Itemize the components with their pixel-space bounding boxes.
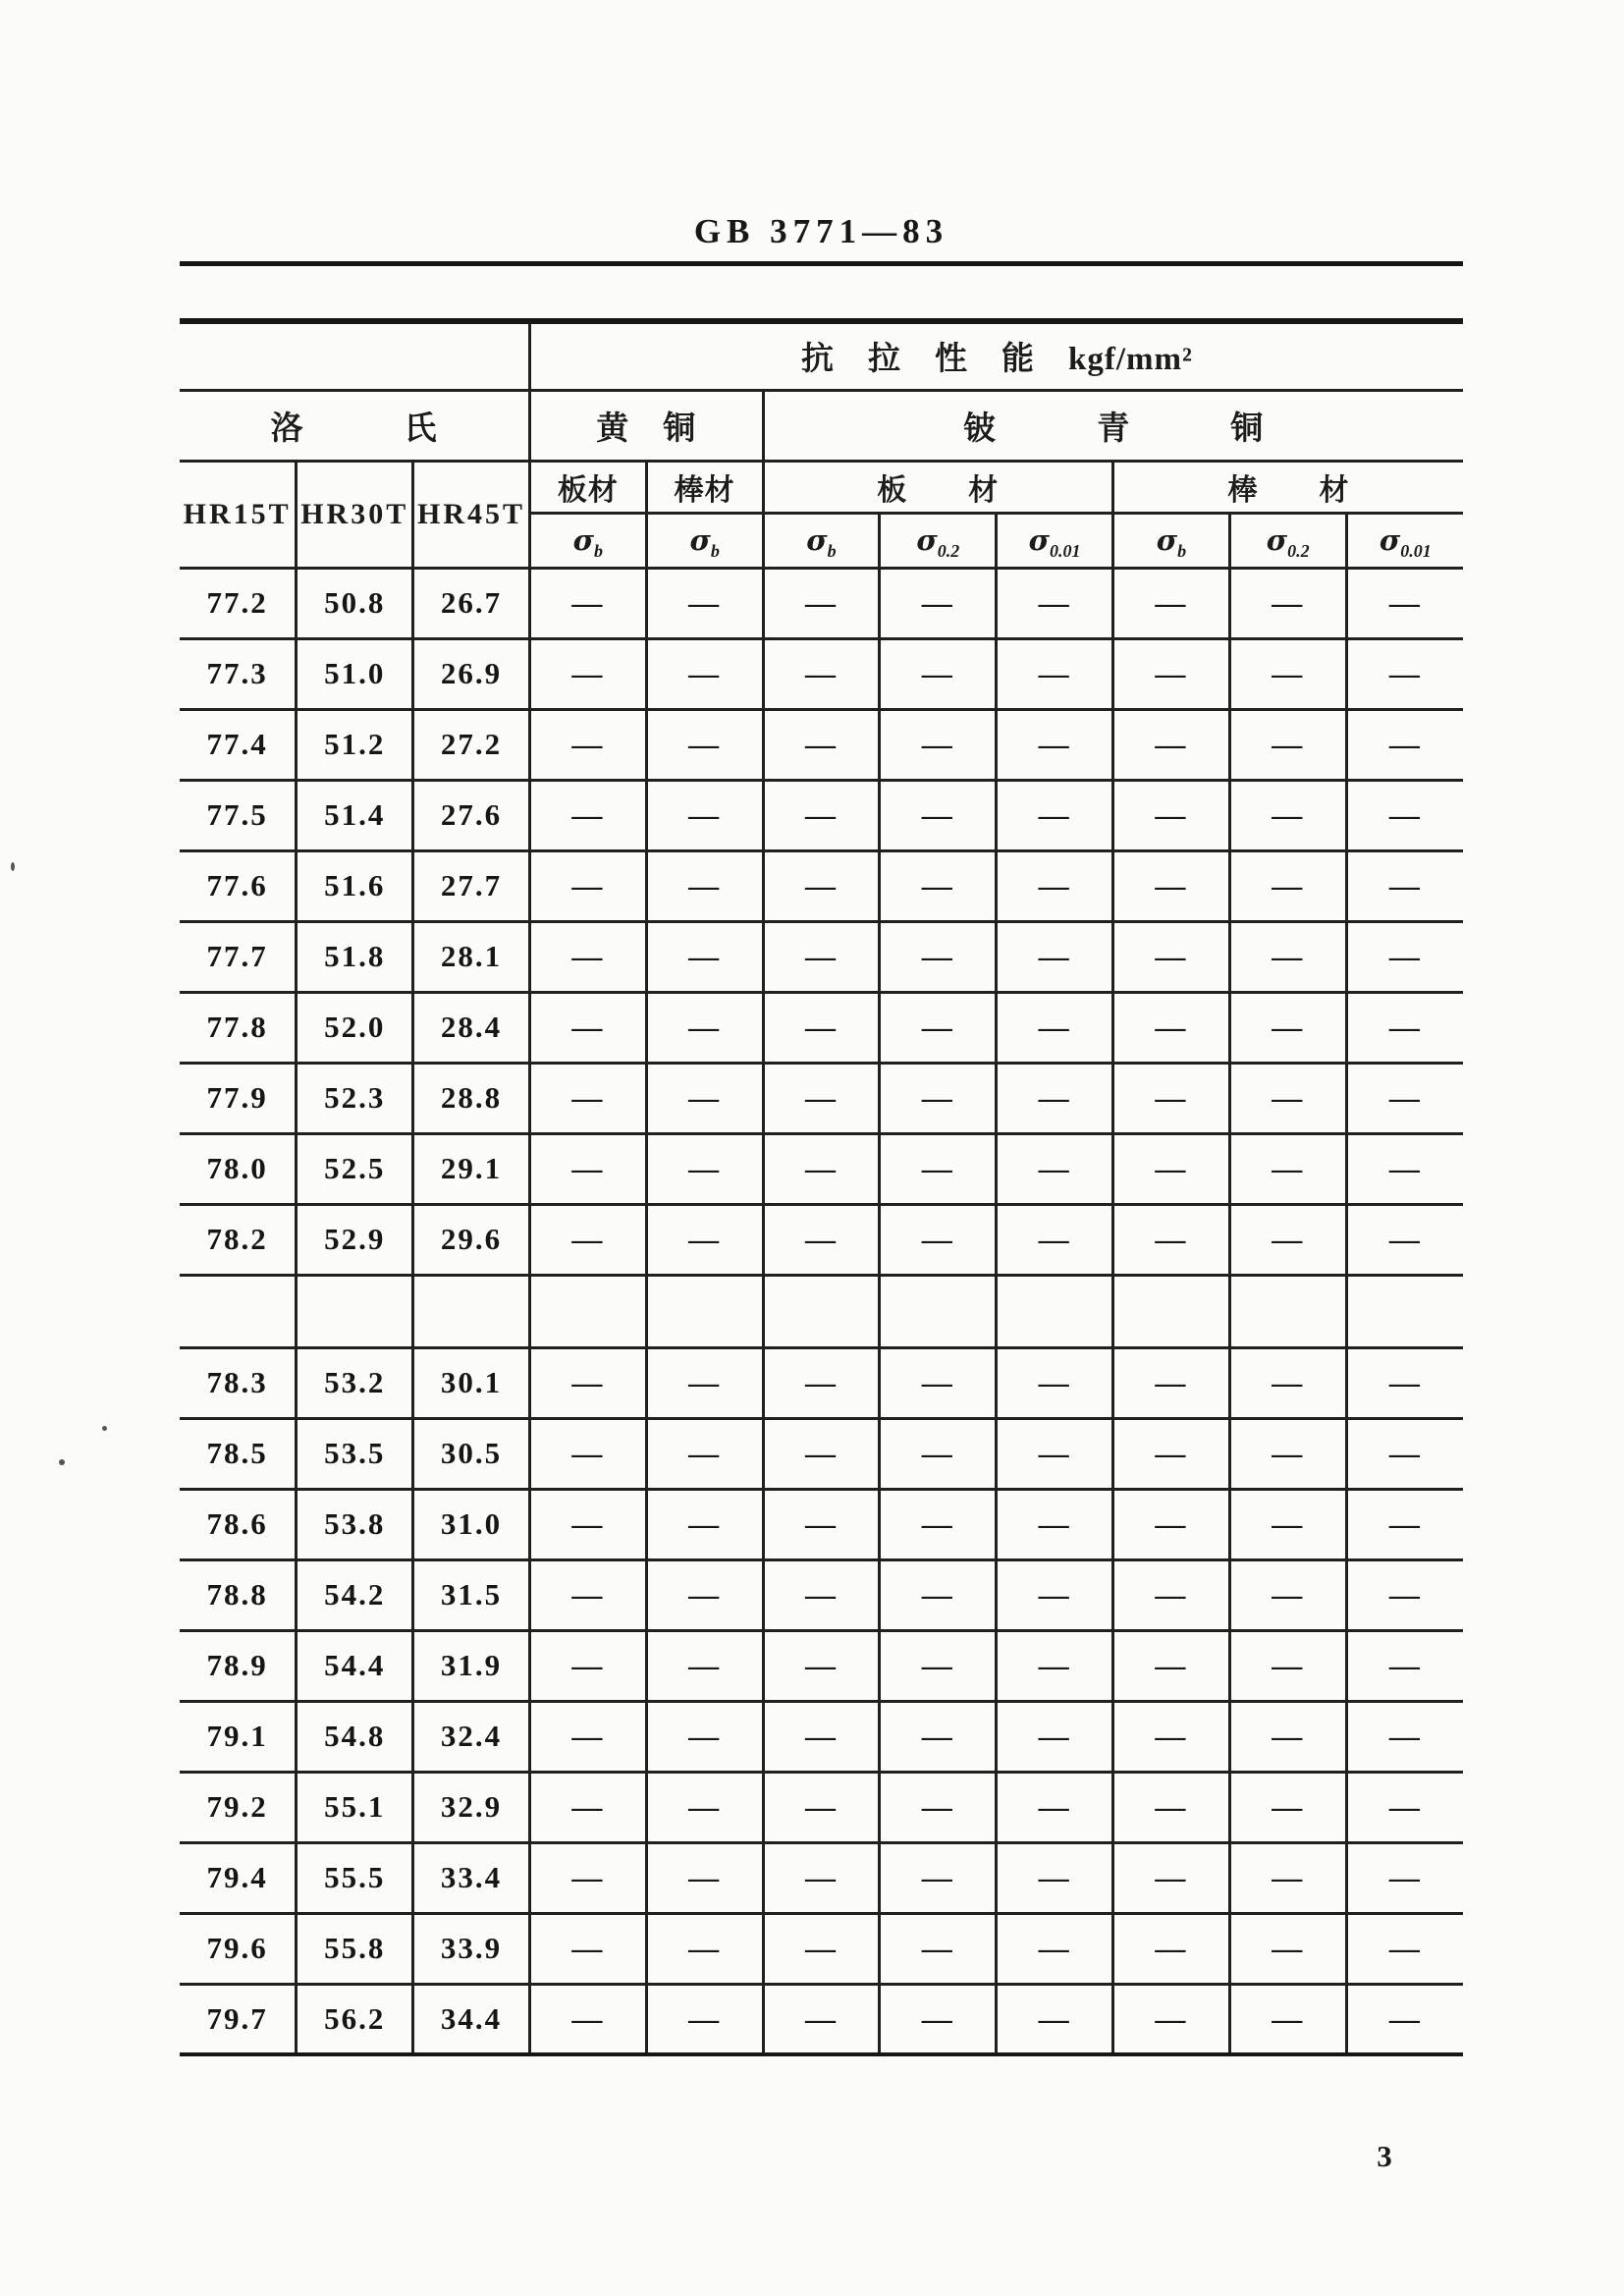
table-cell: 27.7 [413,850,530,921]
table-cell [880,1275,997,1347]
table-cell: — [997,1204,1113,1275]
table-cell: — [1113,1489,1230,1559]
table-cell: — [997,992,1113,1063]
table-cell: — [529,638,646,709]
table-cell: — [1113,1913,1230,1984]
table-cell: — [1346,1630,1463,1701]
table-cell [413,1275,530,1347]
table-cell: — [1346,1133,1463,1204]
table-cell: — [646,1063,763,1133]
table-cell: 34.4 [413,1984,530,2054]
table-cell: — [1113,1842,1230,1913]
header-row-forms [180,461,1463,513]
table-cell: — [529,1418,646,1489]
table-cell: — [997,780,1113,850]
page-title: GB 3771—83 [693,212,949,250]
table-cell: — [1229,992,1346,1063]
table-cell: — [1346,1204,1463,1275]
table-cell: 79.6 [180,1913,297,1984]
table-cell: — [880,1347,997,1418]
table-row [180,1701,1463,1772]
table-row [180,850,1463,921]
table-row [180,638,1463,709]
sigma-symbol: σ [1266,522,1288,557]
table-cell: 77.7 [180,921,297,992]
table-cell: — [1113,850,1230,921]
table-cell: — [880,1913,997,1984]
table-cell: — [646,850,763,921]
corner-cell [180,321,529,390]
table-cell [763,1275,880,1347]
sigma-subscript: b [827,540,837,561]
table-cell: — [1346,638,1463,709]
table-cell: — [529,992,646,1063]
table-cell: 79.7 [180,1984,297,2054]
table-cell: — [1229,1772,1346,1842]
table-cell: 32.9 [413,1772,530,1842]
table-cell: — [763,1204,880,1275]
table-cell: — [1229,1204,1346,1275]
sigma-symbol: σ [1028,522,1051,557]
table-row [180,1630,1463,1701]
table-cell: — [763,568,880,638]
table-cell: 52.5 [297,1133,413,1204]
table-cell: — [997,568,1113,638]
table-cell: — [997,1842,1113,1913]
sigma-symbol: σ [1379,522,1401,557]
table-cell: — [997,709,1113,780]
beryllium-bronze-header: 铍 青 铜 [763,390,1463,461]
table-cell: — [1346,1418,1463,1489]
table-cell [997,1275,1113,1347]
table-cell: — [1346,850,1463,921]
table-cell: 29.1 [413,1133,530,1204]
table-cell: 79.4 [180,1842,297,1913]
table-cell: — [763,921,880,992]
table-cell: — [646,921,763,992]
table-row [180,1063,1463,1133]
table-cell: 55.1 [297,1772,413,1842]
table-cell [180,1275,297,1347]
table-cell: 28.4 [413,992,530,1063]
scan-speck [59,1459,65,1465]
table-cell: — [997,850,1113,921]
table-cell: 51.4 [297,780,413,850]
table-cell: 78.0 [180,1133,297,1204]
table-cell: — [997,1063,1113,1133]
table-cell: 31.9 [413,1630,530,1701]
sigma-symbol: σ [806,522,828,557]
table-cell: — [1346,1489,1463,1559]
table-cell: 78.2 [180,1204,297,1275]
table-cell: — [997,1913,1113,1984]
brass-header: 黄 铜 [529,390,763,461]
table-row [180,921,1463,992]
table-body [180,568,1463,2054]
table-cell: — [997,1418,1113,1489]
table-cell: — [1346,1063,1463,1133]
table-cell: — [646,1489,763,1559]
table-cell: — [1346,992,1463,1063]
table-cell: — [646,638,763,709]
table-cell: — [1346,780,1463,850]
table-cell: — [529,1133,646,1204]
table-cell: — [529,1204,646,1275]
sigma-bronze-rod-02 [1229,513,1346,568]
table-cell: — [763,780,880,850]
table-cell: — [1346,1984,1463,2054]
table-cell: — [997,921,1113,992]
table-cell: 53.2 [297,1347,413,1418]
table-cell: 30.1 [413,1347,530,1418]
scan-speck [11,862,15,871]
table-cell [1113,1275,1230,1347]
table-cell: — [646,1559,763,1630]
table-cell: 27.6 [413,780,530,850]
table-cell: — [1229,780,1346,850]
table-cell: 77.8 [180,992,297,1063]
table-row [180,780,1463,850]
table-cell: 56.2 [297,1984,413,2054]
table-cell: 54.4 [297,1630,413,1701]
table-cell: — [763,1133,880,1204]
table-cell: — [763,1347,880,1418]
table-cell: — [880,1984,997,2054]
table-cell: — [529,1701,646,1772]
sigma-symbol: σ [572,522,595,557]
table-cell: — [1113,1063,1230,1133]
sigma-subscript: b [1177,540,1187,561]
table-row [180,1772,1463,1842]
table-cell: — [646,1418,763,1489]
table-cell: 52.0 [297,992,413,1063]
table-cell: — [1113,780,1230,850]
col-header-hr45t: HR45T [413,461,530,568]
table-cell: — [1229,850,1346,921]
table-cell: 31.0 [413,1489,530,1559]
col-header-hr15t: HR15T [180,461,297,568]
table-cell: — [646,1984,763,2054]
sigma-subscript: b [594,540,604,561]
sigma-bronze-sheet-001 [997,513,1113,568]
table-cell: — [880,638,997,709]
table-cell: — [1229,1842,1346,1913]
table-row [180,1913,1463,1984]
table-cell: 77.5 [180,780,297,850]
table-row [180,709,1463,780]
table-cell: 78.9 [180,1630,297,1701]
table-cell: — [1346,1347,1463,1418]
table-cell: — [1346,1772,1463,1842]
table-cell: — [880,992,997,1063]
table-cell: — [880,1204,997,1275]
tensile-header: 抗 拉 性 能 kgf/mm² [529,321,1463,390]
table-cell: — [646,780,763,850]
table-cell: 28.8 [413,1063,530,1133]
bronze-sheet-header: 板 材 [763,461,1112,513]
table-cell: — [529,1842,646,1913]
table-cell: — [1113,1204,1230,1275]
table-cell: — [763,638,880,709]
table-cell: — [529,1913,646,1984]
sigma-brass-rod-b [646,513,763,568]
table-cell: — [529,568,646,638]
table-cell: 31.5 [413,1559,530,1630]
table-cell: — [1229,1489,1346,1559]
rockwell-header: 洛 氏 [180,390,529,461]
table-cell: — [997,1984,1113,2054]
table-cell: — [1229,1559,1346,1630]
table-cell: — [997,1489,1113,1559]
scan-speck [102,1426,107,1431]
table-cell [646,1275,763,1347]
table-cell: — [880,1701,997,1772]
table-cell: — [763,1630,880,1701]
table-cell: — [997,1347,1113,1418]
table-row [180,1489,1463,1559]
table-cell: — [646,1347,763,1418]
table-cell: — [646,1913,763,1984]
table-cell: — [880,1489,997,1559]
table-cell [1346,1275,1463,1347]
table-cell: — [1346,709,1463,780]
table-cell: 52.3 [297,1063,413,1133]
table-cell: 79.2 [180,1772,297,1842]
table-cell: — [880,568,997,638]
table-cell: — [1113,1559,1230,1630]
table-cell: — [1113,1133,1230,1204]
table-cell: 26.9 [413,638,530,709]
table-cell: 77.2 [180,568,297,638]
table-cell: — [1229,568,1346,638]
sigma-bronze-rod-b [1113,513,1230,568]
header-row-tensile [180,321,1463,390]
sigma-symbol: σ [916,522,938,557]
table-row [180,992,1463,1063]
table-row [180,1275,1463,1347]
table-cell: — [1113,638,1230,709]
table-cell: — [1113,709,1230,780]
table-cell: — [646,709,763,780]
sigma-subscript: 0.01 [1400,540,1432,561]
table-cell: 33.9 [413,1913,530,1984]
table-cell: — [763,1772,880,1842]
bronze-rod-header: 棒 材 [1113,461,1464,513]
table-cell: — [1346,568,1463,638]
table-cell: — [880,1063,997,1133]
sigma-brass-sheet-b [529,513,646,568]
table-cell: — [763,1842,880,1913]
table-cell: — [646,1204,763,1275]
table-cell: — [646,1842,763,1913]
table-row [180,1133,1463,1204]
table-cell: — [1113,992,1230,1063]
table-cell: — [880,709,997,780]
table-cell: 78.5 [180,1418,297,1489]
table-cell: — [1229,638,1346,709]
table-cell: 54.2 [297,1559,413,1630]
table-row [180,1842,1463,1913]
table-cell: — [1113,1347,1230,1418]
table-cell: 30.5 [413,1418,530,1489]
table-cell: — [1229,1913,1346,1984]
table-cell: — [1229,921,1346,992]
table-cell: 77.6 [180,850,297,921]
table-cell: — [1113,1984,1230,2054]
table-cell: — [646,1630,763,1701]
table-cell: — [646,1133,763,1204]
table-cell: — [1229,1630,1346,1701]
table-cell: 51.2 [297,709,413,780]
table-cell [297,1275,413,1347]
table-cell: — [1229,1418,1346,1489]
table-cell: 33.4 [413,1842,530,1913]
table-cell: 55.5 [297,1842,413,1913]
table-cell: 77.9 [180,1063,297,1133]
table-cell: — [1113,1418,1230,1489]
table-cell: — [880,1842,997,1913]
table-cell: — [1113,1772,1230,1842]
table-cell [529,1275,646,1347]
table-cell: — [997,1772,1113,1842]
table-cell: — [880,1418,997,1489]
table-cell: — [880,1133,997,1204]
table-row [180,1559,1463,1630]
table-cell: — [1346,1701,1463,1772]
table-cell: 52.9 [297,1204,413,1275]
table-cell: — [880,1630,997,1701]
table-cell: — [997,1133,1113,1204]
table-cell: — [646,1701,763,1772]
table-cell: — [1346,1913,1463,1984]
brass-sheet-header: 板材 [529,461,646,513]
col-header-hr30t: HR30T [297,461,413,568]
title-rule [180,261,1463,266]
table-cell: — [763,1559,880,1630]
table-cell [1229,1275,1346,1347]
table-cell: 51.8 [297,921,413,992]
sigma-subscript: 0.2 [937,540,960,561]
table-cell: — [880,850,997,921]
table-cell: — [529,780,646,850]
table-cell: — [997,1559,1113,1630]
table-cell: 78.3 [180,1347,297,1418]
table-cell: 55.8 [297,1913,413,1984]
table-cell: 50.8 [297,568,413,638]
table-cell: — [529,1063,646,1133]
table-cell: 77.4 [180,709,297,780]
table-cell: 54.8 [297,1701,413,1772]
sigma-subscript: 0.2 [1287,540,1310,561]
page-number: 3 [1377,2139,1392,2173]
table-cell: — [997,1701,1113,1772]
table-cell: — [1346,1559,1463,1630]
sigma-symbol: σ [689,522,711,557]
sigma-subscript: b [710,540,720,561]
table-cell: 26.7 [413,568,530,638]
table-cell: — [1229,1701,1346,1772]
table-cell: — [1113,1701,1230,1772]
table-cell: 53.8 [297,1489,413,1559]
table-cell: 51.6 [297,850,413,921]
table-cell: — [763,1984,880,2054]
table-cell: 28.1 [413,921,530,992]
table-row [180,1347,1463,1418]
sigma-bronze-rod-001 [1346,513,1463,568]
table-cell: — [1113,1630,1230,1701]
table-cell: — [763,1913,880,1984]
table-cell: 78.8 [180,1559,297,1630]
table-row [180,1984,1463,2054]
table-cell: 77.3 [180,638,297,709]
table-cell: — [529,850,646,921]
table-cell: — [880,1772,997,1842]
table-cell: — [997,638,1113,709]
table-cell: — [529,921,646,992]
table-cell: — [1229,709,1346,780]
hardness-tensile-table [180,318,1463,2056]
table-cell: — [880,921,997,992]
table-cell: — [529,1772,646,1842]
sigma-symbol: σ [1156,522,1178,557]
table-cell: — [1229,1347,1346,1418]
table-cell: 29.6 [413,1204,530,1275]
table-row [180,568,1463,638]
table-cell: — [763,1701,880,1772]
table-row [180,1418,1463,1489]
table-cell: — [529,1984,646,2054]
table-row [180,1204,1463,1275]
table-cell: — [646,1772,763,1842]
table-cell: — [529,1347,646,1418]
table-cell: 32.4 [413,1701,530,1772]
table-cell: — [997,1630,1113,1701]
sigma-subscript: 0.01 [1050,540,1081,561]
table-cell: 53.5 [297,1418,413,1489]
table-cell: — [763,992,880,1063]
table-cell: — [1113,921,1230,992]
sigma-bronze-sheet-b [763,513,880,568]
table-cell: — [763,1063,880,1133]
sigma-bronze-sheet-02 [880,513,997,568]
table-cell: — [763,850,880,921]
table-cell: — [763,1489,880,1559]
table-cell: — [880,1559,997,1630]
table-cell: 79.1 [180,1701,297,1772]
table-cell: — [1346,1842,1463,1913]
table-cell: — [763,709,880,780]
table-cell: — [880,780,997,850]
table-cell: — [1229,1063,1346,1133]
table-cell: 51.0 [297,638,413,709]
table-cell: — [529,709,646,780]
table-cell: — [1229,1984,1346,2054]
header-row-materials [180,390,1463,461]
table-cell: — [1113,568,1230,638]
brass-rod-header: 棒材 [646,461,763,513]
table-cell: — [646,568,763,638]
table-cell: — [1346,921,1463,992]
table-cell: — [529,1630,646,1701]
table-cell: — [529,1559,646,1630]
table-cell: — [1229,1133,1346,1204]
table-cell: — [646,992,763,1063]
table-cell: 78.6 [180,1489,297,1559]
table-cell: — [763,1418,880,1489]
table-cell: 27.2 [413,709,530,780]
table-cell: — [529,1489,646,1559]
